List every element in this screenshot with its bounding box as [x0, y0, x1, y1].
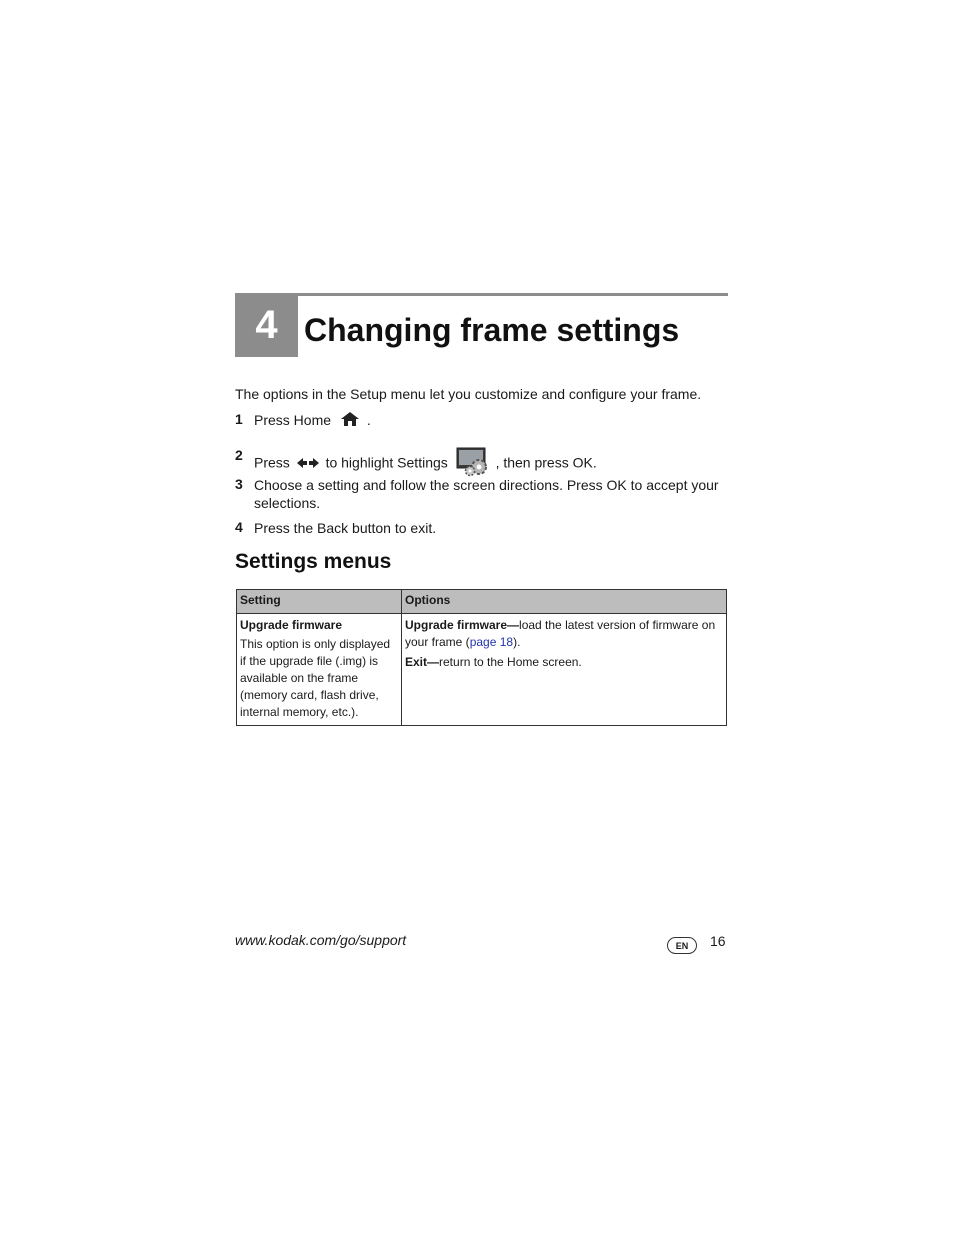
- page-number: 16: [710, 933, 726, 949]
- home-icon: [340, 411, 360, 431]
- step-text: Press the Back button to exit.: [254, 520, 437, 536]
- option-exit: [405, 654, 723, 671]
- footer-url[interactable]: www.kodak.com/go/support: [235, 932, 407, 948]
- step-text-line2: selections.: [254, 495, 321, 511]
- language-badge: EN: [667, 937, 697, 954]
- step-number: 1: [235, 411, 243, 427]
- table-row: [237, 614, 727, 726]
- step-text-line1: Choose a setting and follow the screen directions. Press OK to accept your: [254, 477, 719, 493]
- left-right-arrows-icon: [297, 455, 319, 473]
- options-cell: [402, 614, 727, 726]
- intro-text: The options in the Setup menu let you customize and configure your frame.: [235, 386, 702, 402]
- page-link[interactable]: page 18: [469, 635, 514, 649]
- step-text: Press: [254, 454, 290, 471]
- setting-name: Upgrade firmware: [240, 618, 343, 632]
- option-text-end: ).: [513, 635, 521, 649]
- step-number: 3: [235, 476, 243, 492]
- option-text: load the latest version of firmware on your frame (: [405, 618, 716, 649]
- chapter-number: 4: [235, 293, 298, 357]
- option-text: return to the Home screen.: [439, 655, 582, 669]
- step-text-end: , then press OK.: [495, 454, 597, 471]
- option-label: Upgrade firmware—: [405, 618, 520, 632]
- step-text: Press Home: [254, 412, 332, 428]
- settings-table: [236, 589, 727, 726]
- chapter-title: Changing frame settings: [304, 312, 680, 348]
- step-text-middle: to highlight Settings: [325, 454, 448, 471]
- table-header-row: [237, 590, 727, 614]
- setting-cell: [237, 614, 402, 726]
- step-text-end: .: [366, 412, 371, 428]
- option-upgrade: [405, 617, 723, 651]
- step-number: 2: [235, 447, 243, 463]
- option-label: Exit—: [405, 655, 440, 669]
- chapter-rule: [235, 293, 728, 296]
- header-setting: Setting: [237, 590, 402, 614]
- header-options: Options: [402, 590, 727, 614]
- section-title: Settings menus: [235, 550, 392, 573]
- setting-description: This option is only displayed if the upgrade file (.img) is available on the frame (memory card, flash drive, internal memory, etc.).: [240, 637, 391, 719]
- step-number: 4: [235, 519, 243, 535]
